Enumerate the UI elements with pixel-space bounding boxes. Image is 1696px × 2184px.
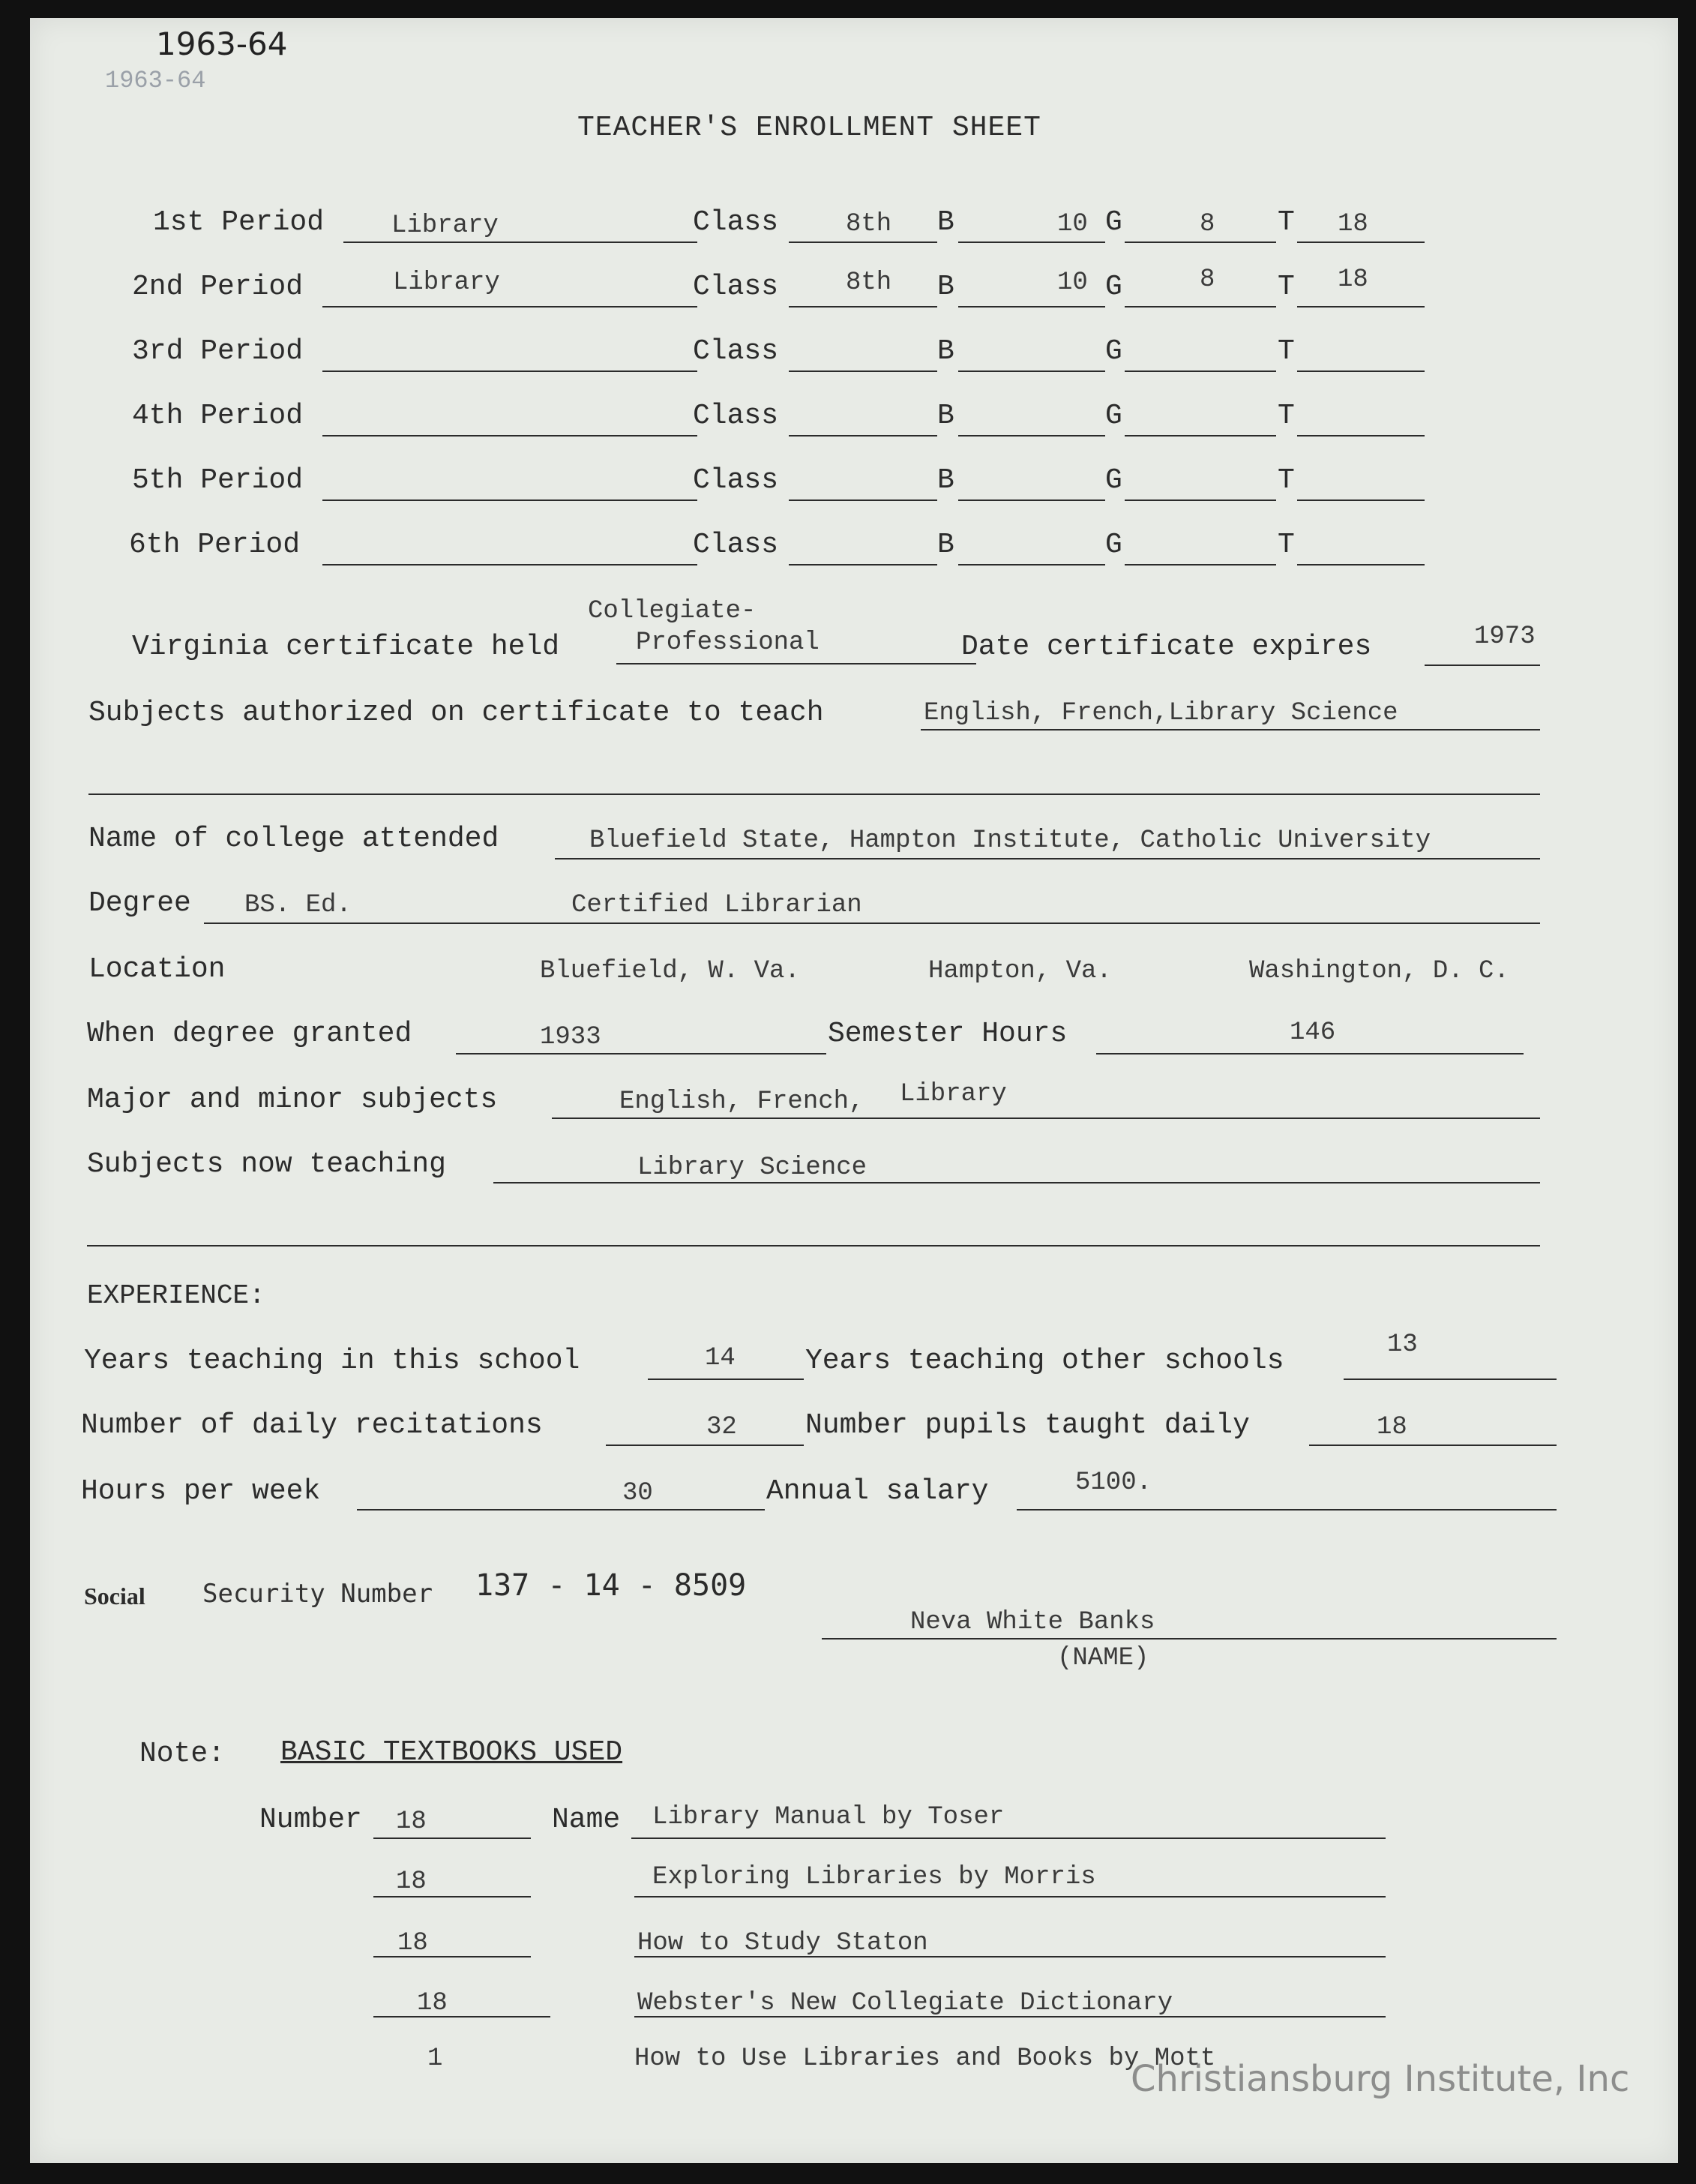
ssn-label-social: Social (84, 1582, 145, 1610)
girls-label: G (1105, 529, 1122, 561)
degree-granted-label: When degree granted (87, 1018, 412, 1050)
certificate-expires-label: Date certificate expires (961, 631, 1372, 663)
textbook-name-label: Name (552, 1804, 621, 1836)
major-minor: English, French, (619, 1088, 864, 1116)
boys-label: B (937, 464, 954, 496)
girls-count: 8 (1200, 266, 1215, 294)
location-1: Bluefield, W. Va. (540, 957, 800, 986)
daily-recitations: 32 (706, 1413, 737, 1442)
enrollment-sheet (30, 18, 1678, 2163)
experience-heading: EXPERIENCE: (87, 1280, 265, 1311)
major-minor-label: Major and minor subjects (87, 1084, 498, 1116)
location-3: Washington, D. C. (1249, 957, 1509, 986)
period-class: 8th (846, 268, 892, 297)
class-label: Class (693, 400, 779, 432)
girls-label: G (1105, 400, 1122, 432)
total-label: T (1278, 400, 1295, 432)
annual-salary: 5100. (1075, 1468, 1152, 1497)
textbook-number: 1 (427, 2044, 443, 2073)
ssn-value: 137 - 14 - 8509 (475, 1568, 747, 1603)
total-label: T (1278, 271, 1295, 303)
semester-hours-label: Semester Hours (828, 1018, 1068, 1050)
textbook-name: Webster's New Collegiate Dictionary (637, 1989, 1173, 2018)
textbook-number: 18 (417, 1989, 448, 2018)
certificate-type-line2: Professional (636, 628, 820, 657)
year-note-faint: 1963-64 (105, 67, 206, 94)
certificate-expires: 1973 (1474, 622, 1536, 651)
girls-label: G (1105, 335, 1122, 368)
subjects-now: Library Science (637, 1154, 867, 1182)
boys-count: 10 (1057, 210, 1088, 238)
signature-caption: (NAME) (1057, 1644, 1149, 1672)
total-count: 18 (1338, 266, 1368, 294)
pupils-daily-label: Number pupils taught daily (805, 1409, 1250, 1442)
boys-label: B (937, 271, 954, 303)
boys-count: 10 (1057, 268, 1088, 297)
textbook-name: Exploring Libraries by Morris (652, 1863, 1096, 1892)
boys-label: B (937, 335, 954, 368)
textbook-number-label: Number (259, 1804, 362, 1836)
boys-label: B (937, 529, 954, 561)
textbook-number: 18 (396, 1808, 427, 1836)
total-label: T (1278, 206, 1295, 238)
hours-per-week: 30 (622, 1479, 653, 1508)
girls-label: G (1105, 206, 1122, 238)
location-2: Hampton, Va. (928, 957, 1112, 986)
subjects-authorized-label: Subjects authorized on certificate to teach (88, 697, 824, 729)
major-minor-extra: Library (900, 1080, 1007, 1108)
location-label: Location (88, 953, 226, 986)
girls-count: 8 (1200, 210, 1215, 238)
total-label: T (1278, 529, 1295, 561)
class-label: Class (693, 206, 779, 238)
subjects-authorized: English, French,Library Science (924, 699, 1398, 728)
boys-label: B (937, 206, 954, 238)
period-label: 6th Period (129, 529, 301, 561)
class-label: Class (693, 271, 779, 303)
certificate-type-line1: Collegiate- (588, 597, 757, 626)
note-label: Note: (139, 1738, 226, 1770)
pupils-daily: 18 (1377, 1413, 1407, 1442)
class-label: Class (693, 464, 779, 496)
boys-label: B (937, 400, 954, 432)
total-label: T (1278, 335, 1295, 368)
period-label: 2nd Period (132, 271, 304, 303)
class-label: Class (693, 529, 779, 561)
years-other-schools-label: Years teaching other schools (805, 1345, 1284, 1377)
years-this-school-label: Years teaching in this school (84, 1345, 580, 1377)
annual-salary-label: Annual salary (766, 1475, 989, 1508)
period-subject: Library (391, 212, 499, 240)
degree: BS. Ed. (244, 891, 352, 920)
girls-label: G (1105, 464, 1122, 496)
signature-name: Neva White Banks (910, 1608, 1155, 1636)
period-label: 5th Period (132, 464, 304, 496)
hours-per-week-label: Hours per week (81, 1475, 321, 1508)
total-label: T (1278, 464, 1295, 496)
years-other-schools: 13 (1387, 1330, 1418, 1359)
page-title: TEACHER'S ENROLLMENT SHEET (577, 112, 1041, 144)
period-label: 3rd Period (132, 335, 304, 368)
period-label: 4th Period (132, 400, 304, 432)
degree-label: Degree (88, 887, 191, 920)
period-subject: Library (393, 268, 500, 297)
certificate-held-label: Virginia certificate held (132, 631, 560, 663)
textbook-name: Library Manual by Toser (652, 1803, 1005, 1832)
year-note: 1963-64 (156, 26, 288, 62)
subjects-now-label: Subjects now teaching (87, 1148, 446, 1180)
total-count: 18 (1338, 210, 1368, 238)
daily-recitations-label: Number of daily recitations (81, 1409, 543, 1442)
period-class: 8th (846, 210, 892, 238)
college-attended: Bluefield State, Hampton Institute, Catholic University (589, 826, 1431, 855)
degree-certification: Certified Librarian (571, 891, 862, 920)
college-label: Name of college attended (88, 823, 499, 855)
textbook-name: How to Study Staton (637, 1929, 928, 1958)
ssn-label-number: Security Number (202, 1579, 433, 1609)
class-label: Class (693, 335, 779, 368)
degree-granted: 1933 (540, 1023, 601, 1052)
years-this-school: 14 (705, 1344, 736, 1372)
girls-label: G (1105, 271, 1122, 303)
watermark: Christiansburg Institute, Inc (1131, 2058, 1630, 2100)
semester-hours: 146 (1290, 1018, 1336, 1047)
textbooks-heading: BASIC TEXTBOOKS USED (280, 1736, 623, 1768)
textbook-number: 18 (396, 1868, 427, 1896)
period-label: 1st Period (153, 206, 325, 238)
textbook-name: How to Use Libraries and Books by Mott (634, 2044, 1216, 2073)
textbook-number: 18 (397, 1929, 428, 1958)
